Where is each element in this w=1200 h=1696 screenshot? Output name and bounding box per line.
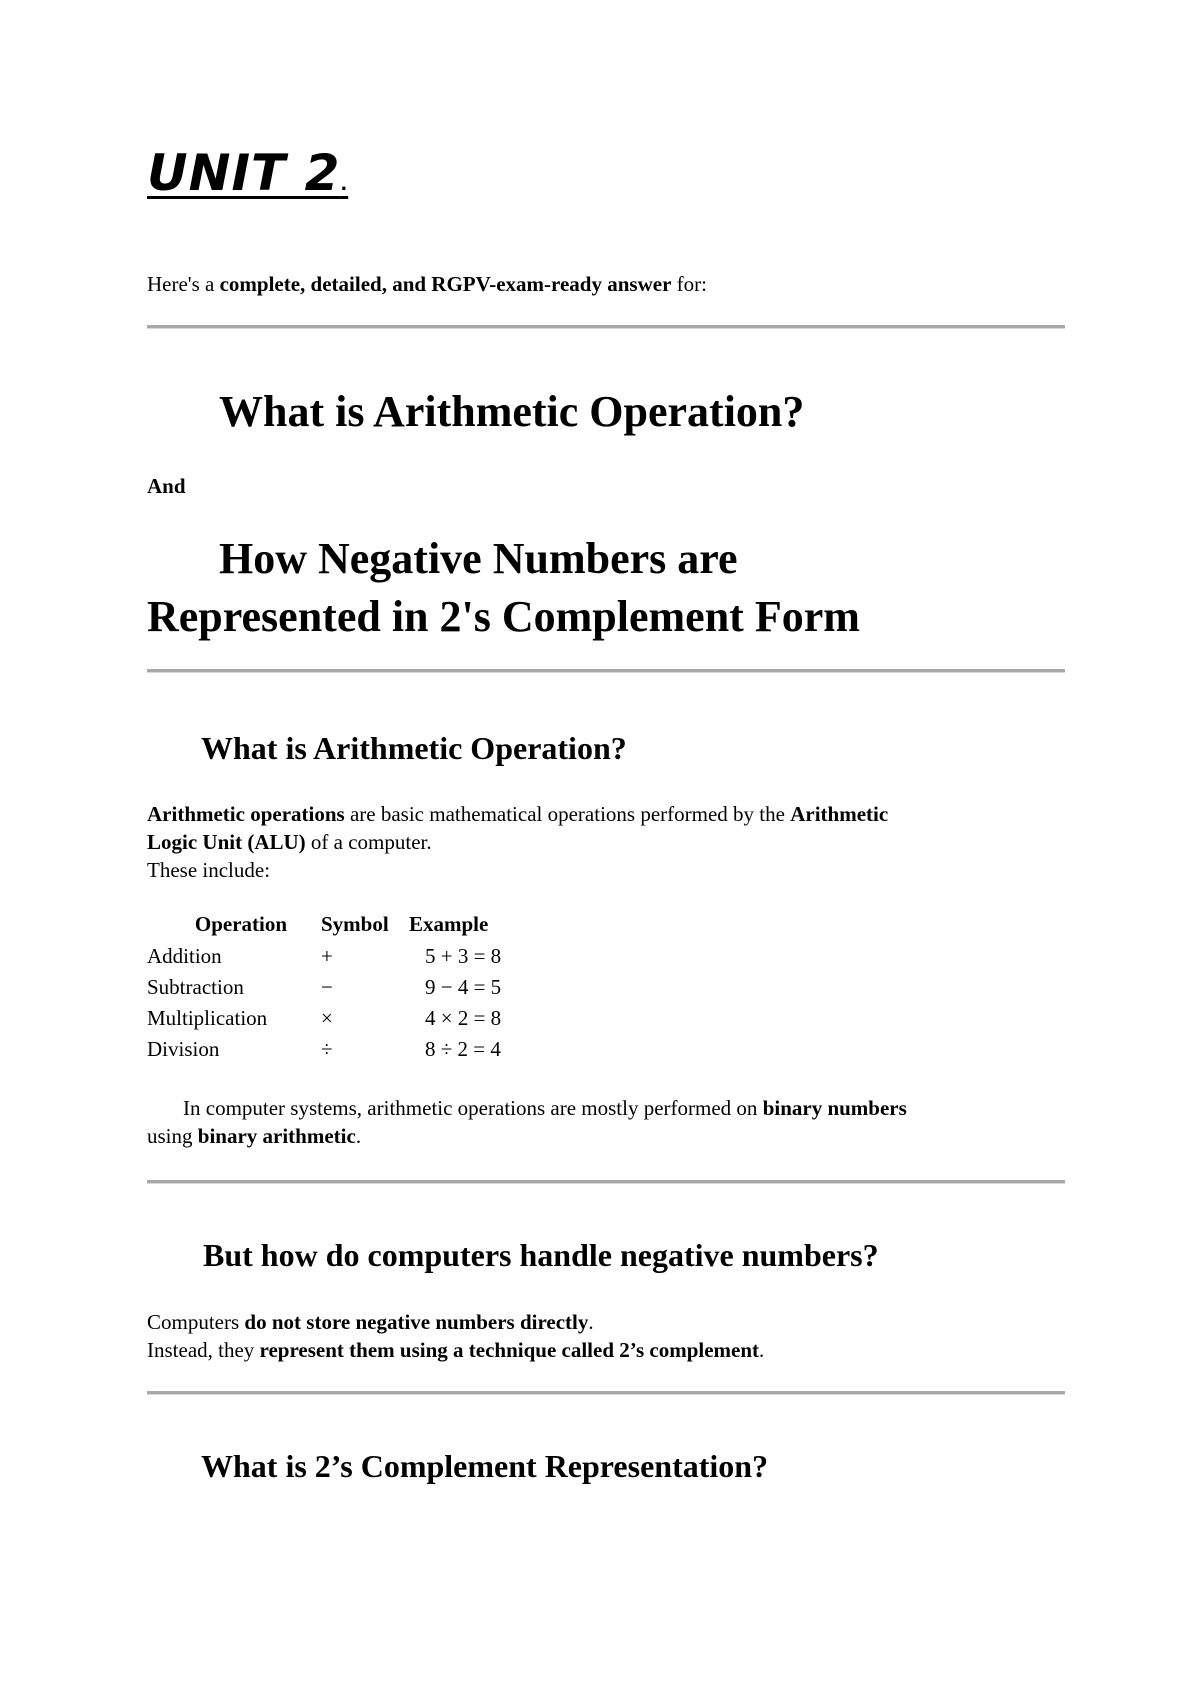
section2-heading: But how do computers handle negative numbers? (203, 1237, 879, 1273)
section2-l2-start: Instead, they (147, 1338, 260, 1362)
horizontal-rule-3 (147, 1180, 1065, 1184)
intro-line (147, 272, 707, 297)
unit-title (147, 144, 349, 202)
section1-paragraph-3 (147, 1094, 907, 1150)
section3-heading: What is 2’s Complement Representation? (201, 1448, 769, 1484)
table-cell-example: 5 + 3 = 8 (425, 944, 502, 968)
table-cell-example: 9 − 4 = 5 (425, 975, 502, 999)
table-cell-symbol: × (321, 1006, 333, 1030)
unit-title-dot: . (340, 174, 349, 195)
table-row (147, 1006, 525, 1037)
section2-paragraph (147, 1308, 764, 1364)
main-heading-line1: What is Arithmetic Operation? (219, 387, 805, 436)
table-cell-symbol: + (321, 944, 333, 968)
section1-bold-alu: Logic Unit (ALU) (147, 830, 306, 854)
section1-p1-mid: are basic mathematical operations performed by the (344, 802, 791, 826)
table-cell-example: 4 × 2 = 8 (425, 1006, 502, 1030)
table-row (147, 975, 525, 1006)
table-cell-operation: Division (147, 1037, 220, 1061)
section1-heading: What is Arithmetic Operation? (201, 730, 627, 766)
table-cell-operation: Addition (147, 944, 222, 968)
section1-p1-end: of a computer. (305, 830, 432, 854)
table-header-operation: Operation (194, 912, 288, 936)
table-cell-operation: Multiplication (147, 1006, 268, 1030)
horizontal-rule-4 (147, 1391, 1065, 1395)
table-row (147, 944, 525, 975)
main-heading-connector: And (147, 474, 186, 498)
table-cell-symbol: ÷ (321, 1037, 333, 1061)
table-cell-operation: Subtraction (147, 975, 244, 999)
main-heading-line3: Represented in 2's Complement Form (147, 592, 860, 641)
section2-l2-end: . (759, 1338, 765, 1362)
section1-p3-line2-start: using (147, 1124, 198, 1148)
section2-l1-start: Computers (147, 1310, 245, 1334)
section1-p3-end: . (355, 1124, 362, 1148)
section1-bold-binary-arithmetic: binary arithmetic (197, 1124, 356, 1148)
table-cell-symbol: − (321, 975, 333, 999)
horizontal-rule-2 (147, 669, 1065, 673)
operations-table (147, 912, 525, 1068)
table-header-row (147, 912, 525, 944)
horizontal-rule-1 (147, 325, 1065, 329)
unit-title-text: UNIT 2 (147, 144, 341, 202)
section1-p3-start: In computer systems, arithmetic operations are mostly performed on (183, 1096, 763, 1120)
document-page (147, 0, 1067, 1696)
section2-bold-represent: represent them using a technique called 2’s complement (259, 1338, 760, 1362)
section1-bold-arith-ops: Arithmetic operations (147, 802, 345, 826)
table-header-symbol: Symbol (321, 912, 389, 936)
section1-paragraph-2: These include: (147, 858, 271, 882)
intro-bold: complete, detailed, and RGPV-exam-ready answer (219, 272, 672, 296)
section2-bold-not-store: do not store negative numbers directly (244, 1310, 589, 1334)
section2-l1-end: . (588, 1310, 594, 1334)
section1-bold-binary-numbers: binary numbers (762, 1096, 907, 1120)
section1-bold-arithmetic: Arithmetic (790, 802, 889, 826)
table-header-example: Example (409, 912, 489, 936)
table-row (147, 1037, 525, 1068)
intro-suffix: for: (671, 272, 707, 296)
table-cell-example: 8 ÷ 2 = 4 (425, 1037, 501, 1061)
section1-paragraph-1 (147, 800, 888, 884)
intro-prefix: Here's a (147, 272, 220, 296)
main-heading-line2: How Negative Numbers are (219, 534, 738, 583)
